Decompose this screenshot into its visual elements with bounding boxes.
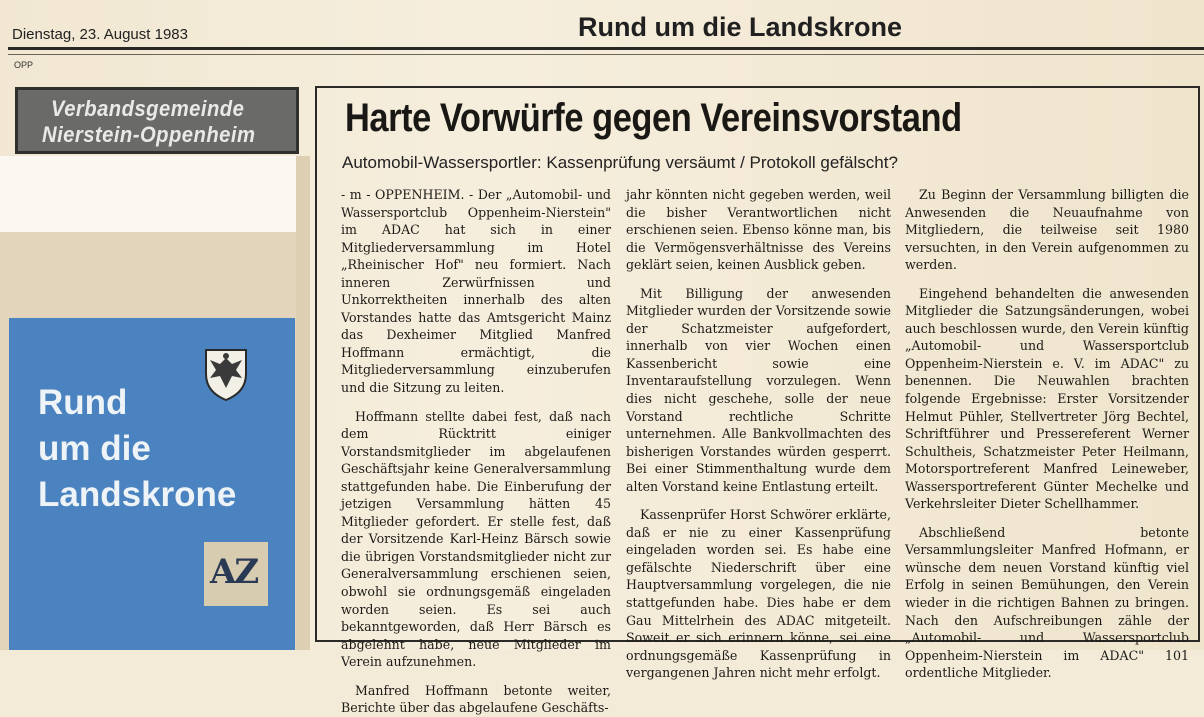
article-column-3 [905, 186, 1189, 682]
department-line-2: Nierstein-Oppenheim [42, 122, 256, 147]
article-column-1 [341, 186, 611, 717]
article-subhead: Automobil-Wassersportler: Kassenprüfung versäumt / Protokoll gefälscht? [342, 153, 898, 172]
paragraph: Kassenprüfer Horst Schwörer erklärte, daß er nie zu einer Kassenprüfung eingeladen worden sei. Es habe eine gefälschte Niederschrift über eine Hauptversammlung vorgelegen, die nie stattgefunden habe. Dies habe er dem Gau Mittelrhein des ADAC mitgeteilt. Soweit er sich erinnern könne, sei eine ordnungsgemäße Kassenprüfung in vergangenen Jahren nicht mehr erfolgt. [626, 507, 891, 681]
issue-date: Dienstag, 23. August 1983 [12, 26, 188, 43]
paragraph: Manfred Hoffmann betonte weiter, Berichte über das abgelaufene Geschäfts- [341, 682, 611, 716]
header-rule-thin [8, 54, 1204, 55]
logo-title-line-2: um die [38, 429, 151, 468]
eagle-crest-icon [202, 344, 250, 402]
page-masthead: Rund um die Landskrone [578, 12, 903, 42]
paragraph: Eingehend behandelten die anwesenden Mitglieder die Satzungsänderungen, wobei auch beschlossen wurde, den Verein künftig „Automobil- und Wassersportclub Oppenheim-Nierstein e. V. im ADAC" zu benennen. Die Neuwahlen brachten folgende Ergebnisse: Erster Vorsitzender Helmut Pühler, Stellvertreter Jörg Bechtel, Schriftführer und Pressereferent Werner Schultheis, Schatzmeister Peter Heilmann, Motorsportreferent Manfred Leineweber, Wassersportreferent Günter Mechelke und Verkehrsleiter Dieter Schellhammer. [905, 285, 1189, 512]
az-logo-text: AZ [210, 552, 258, 592]
header-rule [8, 47, 1204, 50]
logo-title-line-1: Rund [38, 383, 128, 422]
edition-code: OPP [14, 60, 34, 70]
az-logo-badge [204, 542, 268, 606]
paper-patch [0, 156, 296, 232]
paragraph: Zu Beginn der Versammlung billigten die Anwesenden die Neuaufnahme von Mitgliedern, die teilweise seit 1980 versuchten, in den Verein aufgenommen zu werden. [905, 187, 1189, 273]
article-headline: Harte Vorwürfe gegen Vereinsvorstand [345, 96, 962, 140]
paper-strip [296, 156, 310, 650]
paragraph: Abschließend betonte Versammlungsleiter Manfred Hofmann, er wünsche dem neuen Vorstand künftig viel Erfolg in seinen Bemühungen, den Verein wieder in die richtigen Bahnen zu bringen. Nach den Aufschreibungen zähle der „Automobil- und Wassersportclub Oppenheim-Nierstein im ADAC" 101 ordentliche Mitglieder. [905, 524, 1189, 681]
department-line-1: Verbandsgemeinde [51, 96, 245, 121]
paragraph: jahr könnten nicht gegeben werden, weil die bisher Verantwortlichen nicht erschienen seien. Ebenso könne man, bis die Vermögensverhältnisse des Vereins geklärt seien, keinen Ausblick geben. [626, 187, 891, 273]
paragraph: Hoffmann stellte dabei fest, daß nach dem Rücktritt einiger Vorstandsmitglieder im abgelaufenen Geschäftsjahr keine Generalversammlung stattgefunden habe. Die Einberufung der jetzigen Versammlung hätten 45 Mitglieder gefordert. Er stelle fest, daß der Vorsitzende Karl-Heinz Bärsch sowie die übrigen Vorstandsmitglieder nicht zur Generalversammlung erschienen seien, obwohl sie ordnungsgemäß eingeladen worden seien. Es sei auch bekanntgeworden, daß Herr Bärsch es abgelehnt habe, neue Mitglieder im Verein aufzunehmen. [341, 408, 611, 670]
paragraph: Mit Billigung der anwesenden Mitglieder wurden der Vorsitzende sowie der Schatzmeister aufgefordert, innerhalb von vier Wochen einen Kassenbericht sowie eine Inventaraufstellung vorzulegen. Wenn dies nicht geschehe, solle der neue Vorstand rechtliche Schritte unternehmen. Alle Bankvollmachten des bisherigen Vorstandes würden gesperrt. Bei einer Stimmenthaltung wurde dem alten Vorstand keine Entlastung erteilt. [626, 285, 891, 494]
logo-title-line-3: Landskrone [38, 475, 237, 514]
department-banner [15, 87, 299, 154]
article-column-2 [626, 186, 891, 682]
paragraph: - m - OPPENHEIM. - Der „Automobil- und Wassersportclub Oppenheim-Nierstein" im ADAC hat sich in einer Mitgliederversammlung im Hotel „Rheinischer Hof" neu formiert. Nach inneren Zerwürfnissen und Unkorrektheiten innerhalb des alten Vorstandes hatte das Amtsgericht Mainz das Dexheimer Mitglied Manfred Hoffmann ermächtigt, die Mitgliederversammlung einzuberufen und die Sitzung zu leiten. [341, 187, 611, 396]
